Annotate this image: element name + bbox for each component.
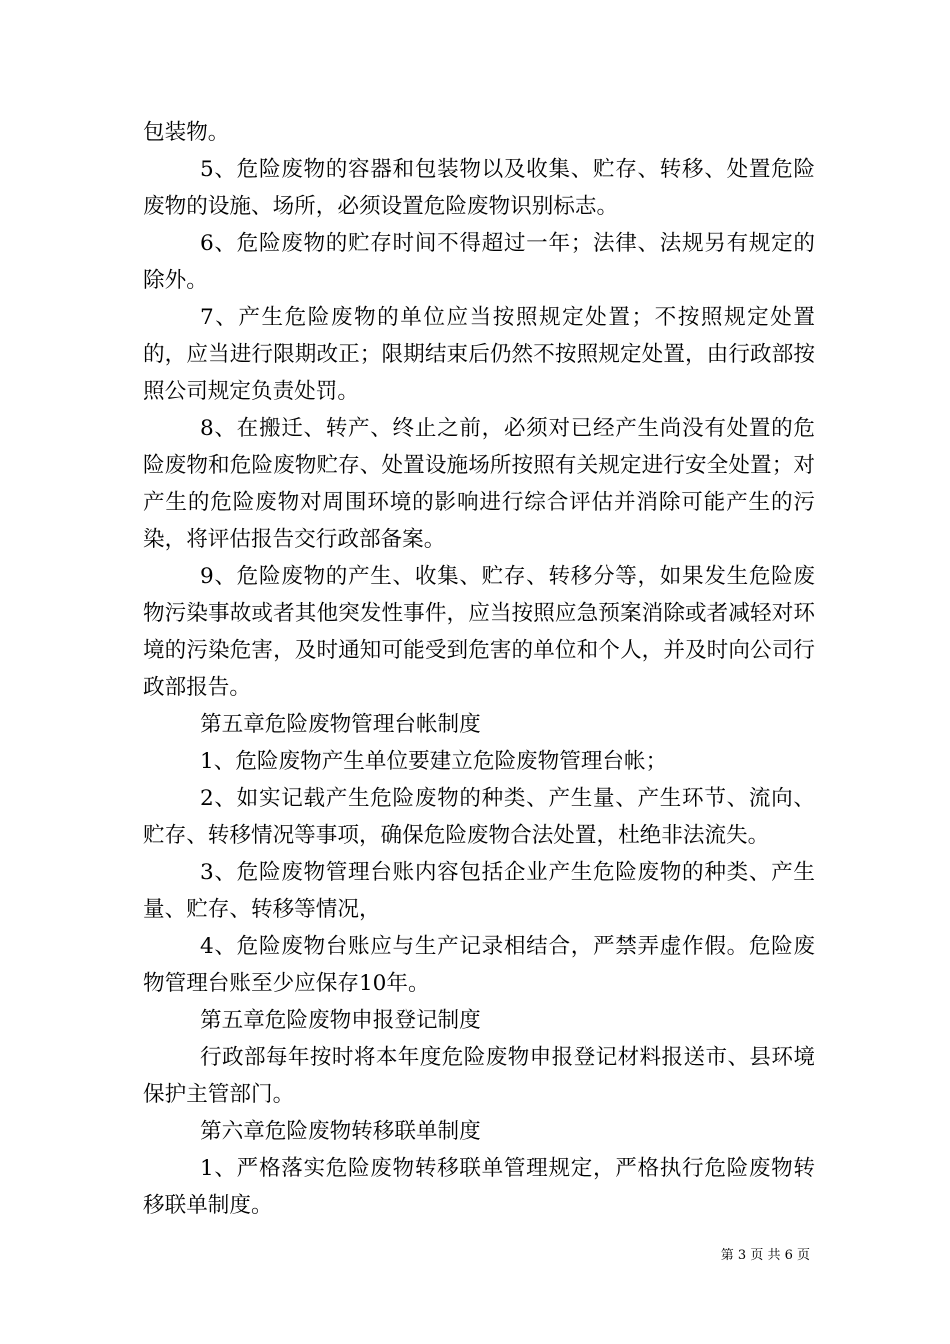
paragraph-item-8: 8、在搬迁、转产、终止之前，必须对已经产生尚没有处置的危险废物和危险废物贮存、处置设施场所按照有关规定进行安全处置；对产生的危险废物对周围环境的影响进行综合评估并消除可能产生的污染，将评估报告交行政部备案。 [143,416,815,552]
ledger-item-4: 4、危险废物台账应与生产记录相结合，严禁弄虚作假。危险废物管理台账至少应保存10年。 [143,934,815,996]
document-body [143,114,815,1224]
ledger-item-1: 1、危险废物产生单位要建立危险废物管理台帐； [200,749,668,774]
registration-paragraph: 行政部每年按时将本年度危险废物申报登记材料报送市、县环境保护主管部门。 [143,1045,815,1107]
paragraph-item-5: 5、危险废物的容器和包装物以及收集、贮存、转移、处置危险废物的设施、场所，必须设置危险废物识别标志。 [143,157,815,219]
paragraph-item-7: 7、产生危险废物的单位应当按照规定处置；不按照规定处置的，应当进行限期改正；限期结束后仍然不按照规定处置，由行政部按照公司规定负责处罚。 [143,305,815,404]
ledger-item-3: 3、危险废物管理台账内容包括企业产生危险废物的种类、产生量、贮存、转移等情况， [143,860,815,922]
page-number-footer: 第 3 页 共 6 页 [720,1248,810,1263]
ledger-item-2: 2、如实记载产生危险废物的种类、产生量、产生环节、流向、贮存、转移情况等事项，确保危险废物合法处置，杜绝非法流失。 [143,786,815,848]
chapter-heading-ledger: 第五章危险废物管理台帐制度 [200,712,481,737]
chapter-heading-transfer: 第六章危险废物转移联单制度 [200,1119,481,1144]
paragraph-item-6: 6、危险废物的贮存时间不得超过一年；法律、法规另有规定的除外。 [143,231,815,293]
chapter-heading-registration: 第五章危险废物申报登记制度 [200,1008,481,1033]
paragraph-continuation: 包装物。 [143,120,230,145]
paragraph-item-9: 9、危险废物的产生、收集、贮存、转移分等，如果发生危险废物污染事故或者其他突发性事件，应当按照应急预案消除或者减轻对环境的污染危害，及时通知可能受到危害的单位和个人，并及时向公司行政部报告。 [143,564,815,700]
transfer-item-1: 1、严格落实危险废物转移联单管理规定，严格执行危险废物转移联单制度。 [143,1156,815,1218]
